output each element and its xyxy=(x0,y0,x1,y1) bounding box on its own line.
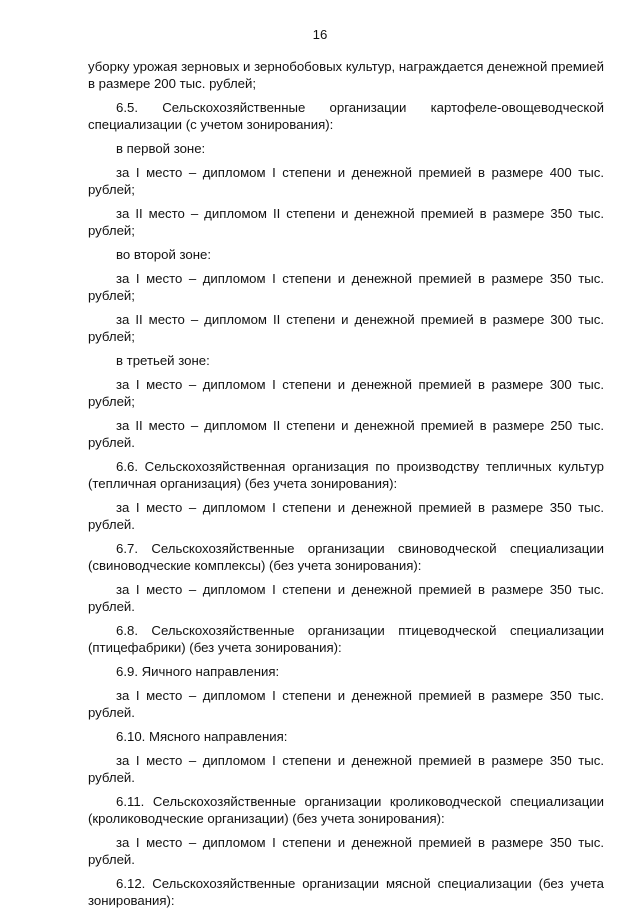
paragraph: за I место – дипломом I степени и денежной премией в размере 350 тыс. рублей. xyxy=(88,835,604,867)
paragraph: 6.5. Сельскохозяйственные организации картофеле-овощеводческой специализации (с учетом зонирования): xyxy=(88,100,604,132)
paragraph: 6.10. Мясного направления: xyxy=(116,729,288,744)
paragraph: за II место – дипломом II степени и денежной премией в размере 300 тыс. рублей; xyxy=(88,312,604,344)
paragraph: за I место – дипломом I степени и денежной премией в размере 350 тыс. рублей; xyxy=(88,271,604,303)
paragraph: за I место – дипломом I степени и денежной премией в размере 350 тыс. рублей. xyxy=(88,582,604,614)
paragraph: 6.11. Сельскохозяйственные организации кролиководческой специализации (кролиководческие организации) (без учета зонирования): xyxy=(88,794,604,826)
paragraph: за II место – дипломом II степени и денежной премией в размере 250 тыс. рублей. xyxy=(88,418,604,450)
paragraph: за I место – дипломом I степени и денежной премией в размере 350 тыс. рублей. xyxy=(88,688,604,720)
paragraph: за I место – дипломом I степени и денежной премией в размере 350 тыс. рублей. xyxy=(88,753,604,785)
paragraph: 6.7. Сельскохозяйственные организации свиноводческой специализации (свиноводческие комплексы) (без учета зонирования): xyxy=(88,541,604,573)
page-number: 16 xyxy=(312,27,328,42)
paragraph: в третьей зоне: xyxy=(116,353,210,368)
paragraph: в первой зоне: xyxy=(116,141,206,156)
paragraph: 6.6. Сельскохозяйственная организация по производству тепличных культур (тепличная организация) (без учета зонирования): xyxy=(88,459,604,491)
paragraph: за I место – дипломом I степени и денежной премией в размере 400 тыс. рублей; xyxy=(88,165,604,197)
paragraph: во второй зоне: xyxy=(116,247,212,262)
paragraph: 6.8. Сельскохозяйственные организации птицеводческой специализации (птицефабрики) (без учета зонирования): xyxy=(88,623,604,655)
paragraph: за I место – дипломом I степени и денежной премией в размере 300 тыс. рублей; xyxy=(88,377,604,409)
document-body xyxy=(88,58,604,909)
paragraph: уборку урожая зерновых и зернобобовых культур, награждается денежной премией в размере 200 тыс. рублей; xyxy=(88,59,604,91)
paragraph: за II место – дипломом II степени и денежной премией в размере 350 тыс. рублей; xyxy=(88,206,604,238)
paragraph: 6.9. Яичного направления: xyxy=(116,664,280,679)
paragraph: за I место – дипломом I степени и денежной премией в размере 350 тыс. рублей. xyxy=(88,500,604,532)
paragraph: 6.12. Сельскохозяйственные организации мясной специализации (без учета зонирования): xyxy=(88,876,604,908)
